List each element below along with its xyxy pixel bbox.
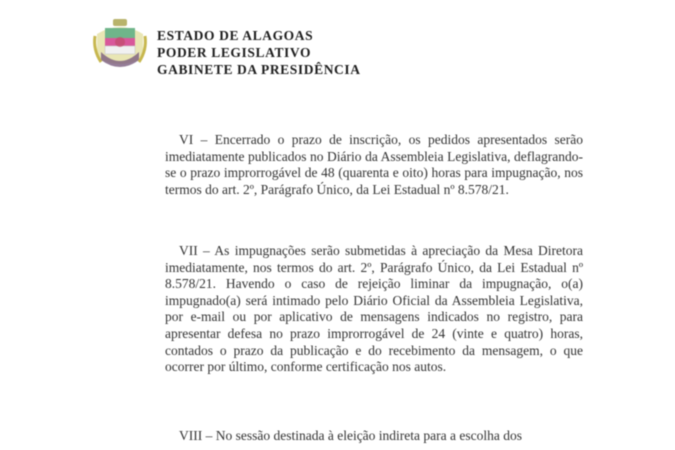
paragraph-viii: VIII – No sessão destinada à eleição indireta para a escolha dos [179,428,522,443]
paragraph-vii: VII – As impugnações serão submetidas à apreciação da Mesa Diretora imediatamente, nos termos do art. 2º, Parágrafo Único, da Lei Estadual nº 8.578/21. Havendo o caso de rejeição liminar da impugnação, o(a) impugnado(a) será intimado pelo Diário Oficial da Assembleia Legislativa, por e-mail ou por aplicativo de mensagens indicados no registro, para apresentar defesa no prazo improrrogável de 24 (vinte e quatro) horas, contados o prazo da publicação e do recebimento da mensagem, o que ocorrer por último, conforme certificação nos autos. [165,243,583,375]
letterhead [157,27,361,78]
paragraph-vi: VI – Encerrado o prazo de inscrição, os pedidos apresentados serão imediatamente publicados no Diário da Assembleia Legislativa, deflagrando-se o prazo improrrogável de 48 (quarenta e oito) horas para impugnação, nos termos do art. 2º, Parágrafo Único, da Lei Estadual nº 8.578/21. [165,132,583,197]
header-branch: PODER LEGISLATIVO [157,45,312,60]
header-office: GABINETE DA PRESIDÊNCIA [157,62,361,77]
coat-of-arms-icon [91,14,149,76]
emblem-graphic [91,14,149,76]
header-state: ESTADO DE ALAGOAS [157,28,314,43]
